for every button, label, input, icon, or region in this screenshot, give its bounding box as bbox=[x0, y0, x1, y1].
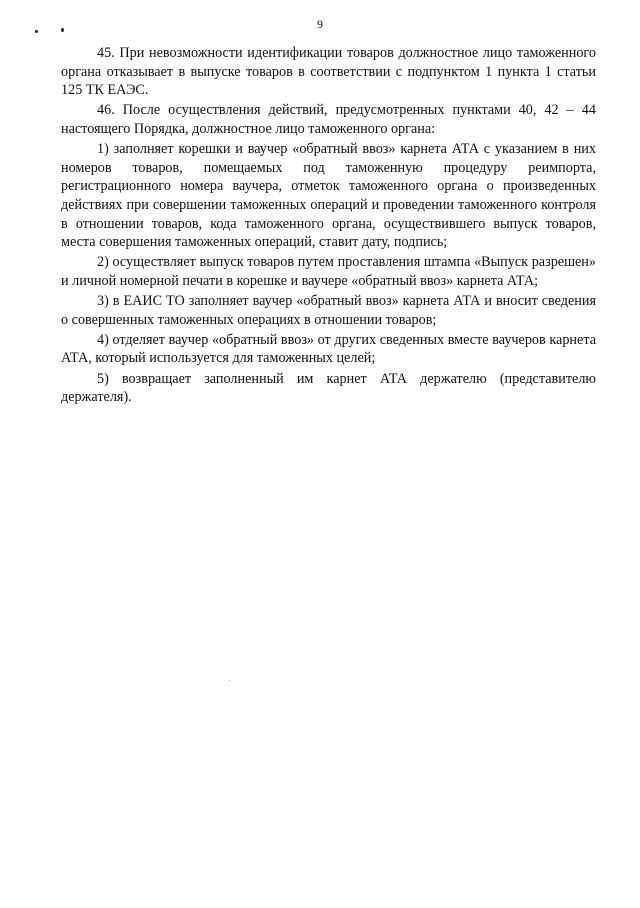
paragraph-46-item-2: 2) осуществляет выпуск товаров путем проставления штампа «Выпуск разрешен» и личной номерной печати в корешке и ваучере «обратный ввоз» карнета АТА; bbox=[61, 254, 596, 289]
paragraph-46-item-4: 4) отделяет ваучер «обратный ввоз» от других сведенных вместе ваучеров карнета АТА, который используется для таможенных целей; bbox=[61, 331, 596, 367]
document-body bbox=[61, 44, 596, 408]
paragraph-45: 45. При невозможности идентификации товаров должностное лицо таможенного органа отказывает в выпуске товаров в соответствии с подпунктом 1 пункта 1 статьи 125 ТК ЕАЭС. bbox=[61, 45, 596, 99]
page-number: 9 bbox=[317, 17, 323, 31]
paragraph-46-item-5: 5) возвращает заполненный им карнет АТА держателю (представителю держателя). bbox=[61, 370, 596, 406]
paragraph-46: 46. После осуществления действий, предусмотренных пунктами 40, 42 – 44 настоящего Порядка, должностное лицо таможенного органа: bbox=[61, 102, 596, 137]
paragraph-46-item-1: 1) заполняет корешки и ваучер «обратный ввоз» карнета АТА с указанием в них номеров товаров, помещаемых под таможенную процедуру реимпорта, регистрационного номера ваучера, отметок таможенного органа о произведенных действиях при совершении таможенных операций и проведении таможенного контроля в отношении товаров, кода таможенного органа, осуществившего выпуск товаров, места совершения таможенных операций, ставит дату, подпись; bbox=[61, 141, 596, 251]
paragraph-46-item-3: 3) в ЕАИС ТО заполняет ваучер «обратный ввоз» карнета АТА и вносит сведения о совершенных таможенных операциях в отношении товаров; bbox=[61, 293, 596, 328]
scan-speck bbox=[229, 680, 230, 681]
